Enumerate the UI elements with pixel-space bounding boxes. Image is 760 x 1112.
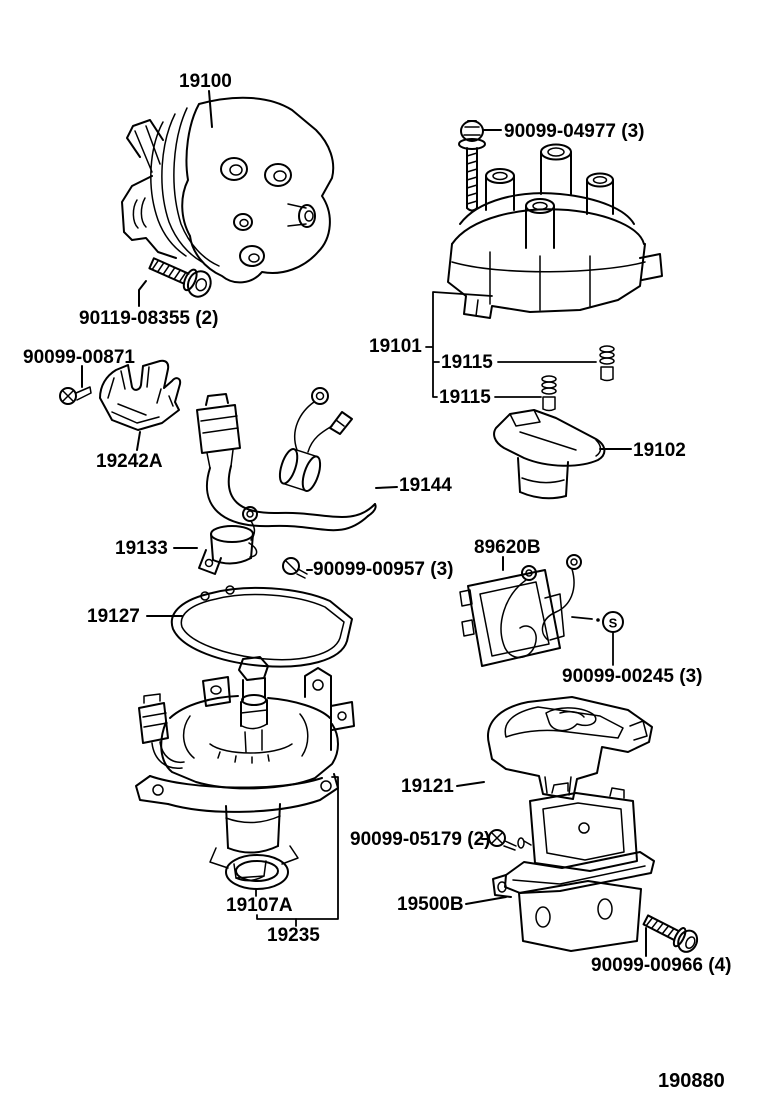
signal-generator-drawing	[174, 507, 257, 574]
label-90119-08355: 90119-08355 (2)	[79, 308, 219, 329]
igniter-module-drawing	[460, 555, 581, 666]
label-19100: 19100	[179, 71, 232, 92]
dust-cover-drawing	[457, 697, 652, 799]
label-19144: 19144	[399, 475, 452, 496]
label-19115-upper: 19115	[441, 352, 493, 373]
label-19102: 19102	[633, 440, 686, 461]
screw-90099-00871-drawing	[60, 366, 91, 404]
label-19133: 19133	[115, 538, 168, 559]
label-90099-00957: 90099-00957 (3)	[313, 559, 454, 580]
label-19121: 19121	[401, 776, 454, 797]
bolt-90099-00966-drawing	[641, 910, 701, 956]
label-19127: 19127	[87, 606, 140, 627]
label-90099-00245: 90099-00245 (3)	[562, 666, 703, 687]
rotor-drawing	[494, 410, 631, 498]
label-90099-05179: 90099-05179 (2)	[350, 829, 491, 850]
label-90099-00871: 90099-00871	[23, 347, 135, 368]
igniter-assembly-drawing	[466, 783, 654, 951]
gasket-drawing	[147, 586, 352, 667]
drawing-number: 190880	[658, 1070, 725, 1092]
lead-wire-drawing	[197, 388, 397, 530]
label-89620B: 89620B	[474, 537, 541, 558]
distributor-cap-drawing	[448, 145, 662, 319]
label-90099-04977: 90099-04977 (3)	[504, 121, 645, 142]
label-19115-lower: 19115	[439, 387, 491, 408]
distributor-housing-drawing	[136, 657, 354, 881]
carbon-point-lower-drawing	[542, 376, 556, 411]
bolt-90119-08355-drawing	[139, 251, 215, 306]
distributor-assembly-drawing	[122, 91, 333, 282]
label-90099-00966: 90099-00966 (4)	[591, 955, 732, 976]
screw-90099-00957-drawing	[283, 558, 312, 578]
o-ring-drawing	[226, 855, 288, 889]
s-marker	[572, 612, 623, 665]
label-19107A: 19107A	[226, 895, 293, 916]
bolt-90099-04977-drawing	[459, 121, 501, 211]
cap-bracket-leaders	[426, 292, 596, 397]
carbon-point-upper-drawing	[600, 346, 614, 381]
label-19235: 19235	[267, 925, 320, 946]
s-marker-letter: S	[608, 615, 618, 631]
label-19500B: 19500B	[397, 894, 464, 915]
label-19242A: 19242A	[96, 451, 163, 472]
label-19101: 19101	[369, 336, 422, 357]
dust-cover-bracket-drawing	[100, 361, 180, 450]
